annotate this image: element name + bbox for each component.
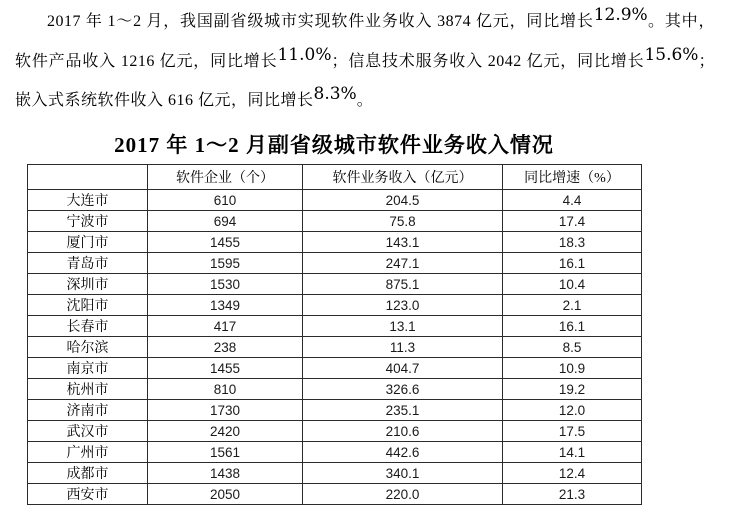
companies-cell: 238 — [148, 337, 303, 358]
paragraph-text: 。 — [356, 92, 374, 109]
companies-cell: 417 — [148, 316, 303, 337]
companies-cell: 1530 — [148, 274, 303, 295]
revenue-cell: 220.0 — [303, 484, 503, 505]
revenue-cell: 247.1 — [303, 253, 503, 274]
revenue-cell: 11.3 — [303, 337, 503, 358]
growth-cell: 16.1 — [503, 316, 642, 337]
paragraph-text: ；嵌入式系统软件收入 616 亿元，同比增长 — [15, 52, 715, 109]
city-cell: 杭州市 — [28, 379, 148, 400]
growth-cell: 21.3 — [503, 484, 642, 505]
table-row — [28, 232, 642, 253]
table-row — [28, 358, 642, 379]
table-row — [28, 190, 642, 211]
city-column-header — [28, 165, 148, 190]
city-cell: 大连市 — [28, 190, 148, 211]
paragraph-text: 2017 年 1～2 月，我国副省级城市实现软件业务收入 3874 亿元，同比增长 — [47, 13, 594, 30]
revenue-cell: 875.1 — [303, 274, 503, 295]
table-row — [28, 421, 642, 442]
growth-cell: 10.4 — [503, 274, 642, 295]
revenue-cell: 13.1 — [303, 316, 503, 337]
revenue-cell: 235.1 — [303, 400, 503, 421]
companies-cell: 610 — [148, 190, 303, 211]
revenue-column-header: 软件业务收入（亿元） — [303, 165, 503, 190]
city-cell: 西安市 — [28, 484, 148, 505]
revenue-cell: 143.1 — [303, 232, 503, 253]
growth-column-header: 同比增速（%） — [503, 165, 642, 190]
growth-cell: 12.0 — [503, 400, 642, 421]
revenue-cell: 123.0 — [303, 295, 503, 316]
revenue-cell: 404.7 — [303, 358, 503, 379]
growth-cell: 10.9 — [503, 358, 642, 379]
table-title: 2017 年 1～2 月副省级城市软件业务收入情况 — [114, 133, 554, 157]
city-cell: 济南市 — [28, 400, 148, 421]
table-row — [28, 442, 642, 463]
revenue-cell: 75.8 — [303, 211, 503, 232]
revenue-cell: 326.6 — [303, 379, 503, 400]
table-row — [28, 253, 642, 274]
city-cell: 长春市 — [28, 316, 148, 337]
city-cell: 深圳市 — [28, 274, 148, 295]
companies-cell: 1438 — [148, 463, 303, 484]
intro-paragraph — [15, 0, 715, 121]
growth-cell: 14.1 — [503, 442, 642, 463]
growth-cell: 16.1 — [503, 253, 642, 274]
revenue-cell: 442.6 — [303, 442, 503, 463]
revenue-cell: 210.6 — [303, 421, 503, 442]
city-cell: 沈阳市 — [28, 295, 148, 316]
companies-cell: 1595 — [148, 253, 303, 274]
revenue-table — [27, 164, 642, 505]
table-row — [28, 379, 642, 400]
paragraph-text: 。其中，软件产品收入 1216 亿元，同比增长 — [15, 13, 715, 70]
growth-rate-superscript: 11.0% — [277, 44, 332, 65]
city-cell: 广州市 — [28, 442, 148, 463]
growth-cell: 18.3 — [503, 232, 642, 253]
companies-cell: 1455 — [148, 232, 303, 253]
growth-cell: 4.4 — [503, 190, 642, 211]
city-cell: 成都市 — [28, 463, 148, 484]
companies-cell: 810 — [148, 379, 303, 400]
table-row — [28, 274, 642, 295]
growth-rate-superscript: 8.3% — [313, 84, 357, 104]
table-row — [28, 211, 642, 232]
companies-column-header: 软件企业（个） — [148, 165, 303, 190]
growth-cell: 12.4 — [503, 463, 642, 484]
companies-cell: 1561 — [148, 442, 303, 463]
city-cell: 哈尔滨 — [28, 337, 148, 358]
growth-rate-superscript: 12.9% — [593, 5, 648, 25]
revenue-cell: 340.1 — [303, 463, 503, 484]
companies-cell: 2050 — [148, 484, 303, 505]
table-row — [28, 484, 642, 505]
table-header-row — [28, 165, 642, 190]
companies-cell: 1730 — [148, 400, 303, 421]
growth-cell: 8.5 — [503, 337, 642, 358]
paragraph-text: ；信息技术服务收入 2042 亿元，同比增长 — [331, 52, 645, 70]
city-cell: 青岛市 — [28, 253, 148, 274]
table-row — [28, 295, 642, 316]
revenue-cell: 204.5 — [303, 190, 503, 211]
table-row — [28, 337, 642, 358]
growth-cell: 17.5 — [503, 421, 642, 442]
city-cell: 厦门市 — [28, 232, 148, 253]
companies-cell: 1455 — [148, 358, 303, 379]
table-row — [28, 316, 642, 337]
growth-cell: 2.1 — [503, 295, 642, 316]
city-cell: 宁波市 — [28, 211, 148, 232]
table-row — [28, 463, 642, 484]
companies-cell: 1349 — [148, 295, 303, 316]
growth-cell: 17.4 — [503, 211, 642, 232]
companies-cell: 694 — [148, 211, 303, 232]
city-cell: 南京市 — [28, 358, 148, 379]
companies-cell: 2420 — [148, 421, 303, 442]
city-cell: 武汉市 — [28, 421, 148, 442]
growth-cell: 19.2 — [503, 379, 642, 400]
table-row — [28, 400, 642, 421]
growth-rate-superscript: 15.6% — [644, 44, 699, 65]
